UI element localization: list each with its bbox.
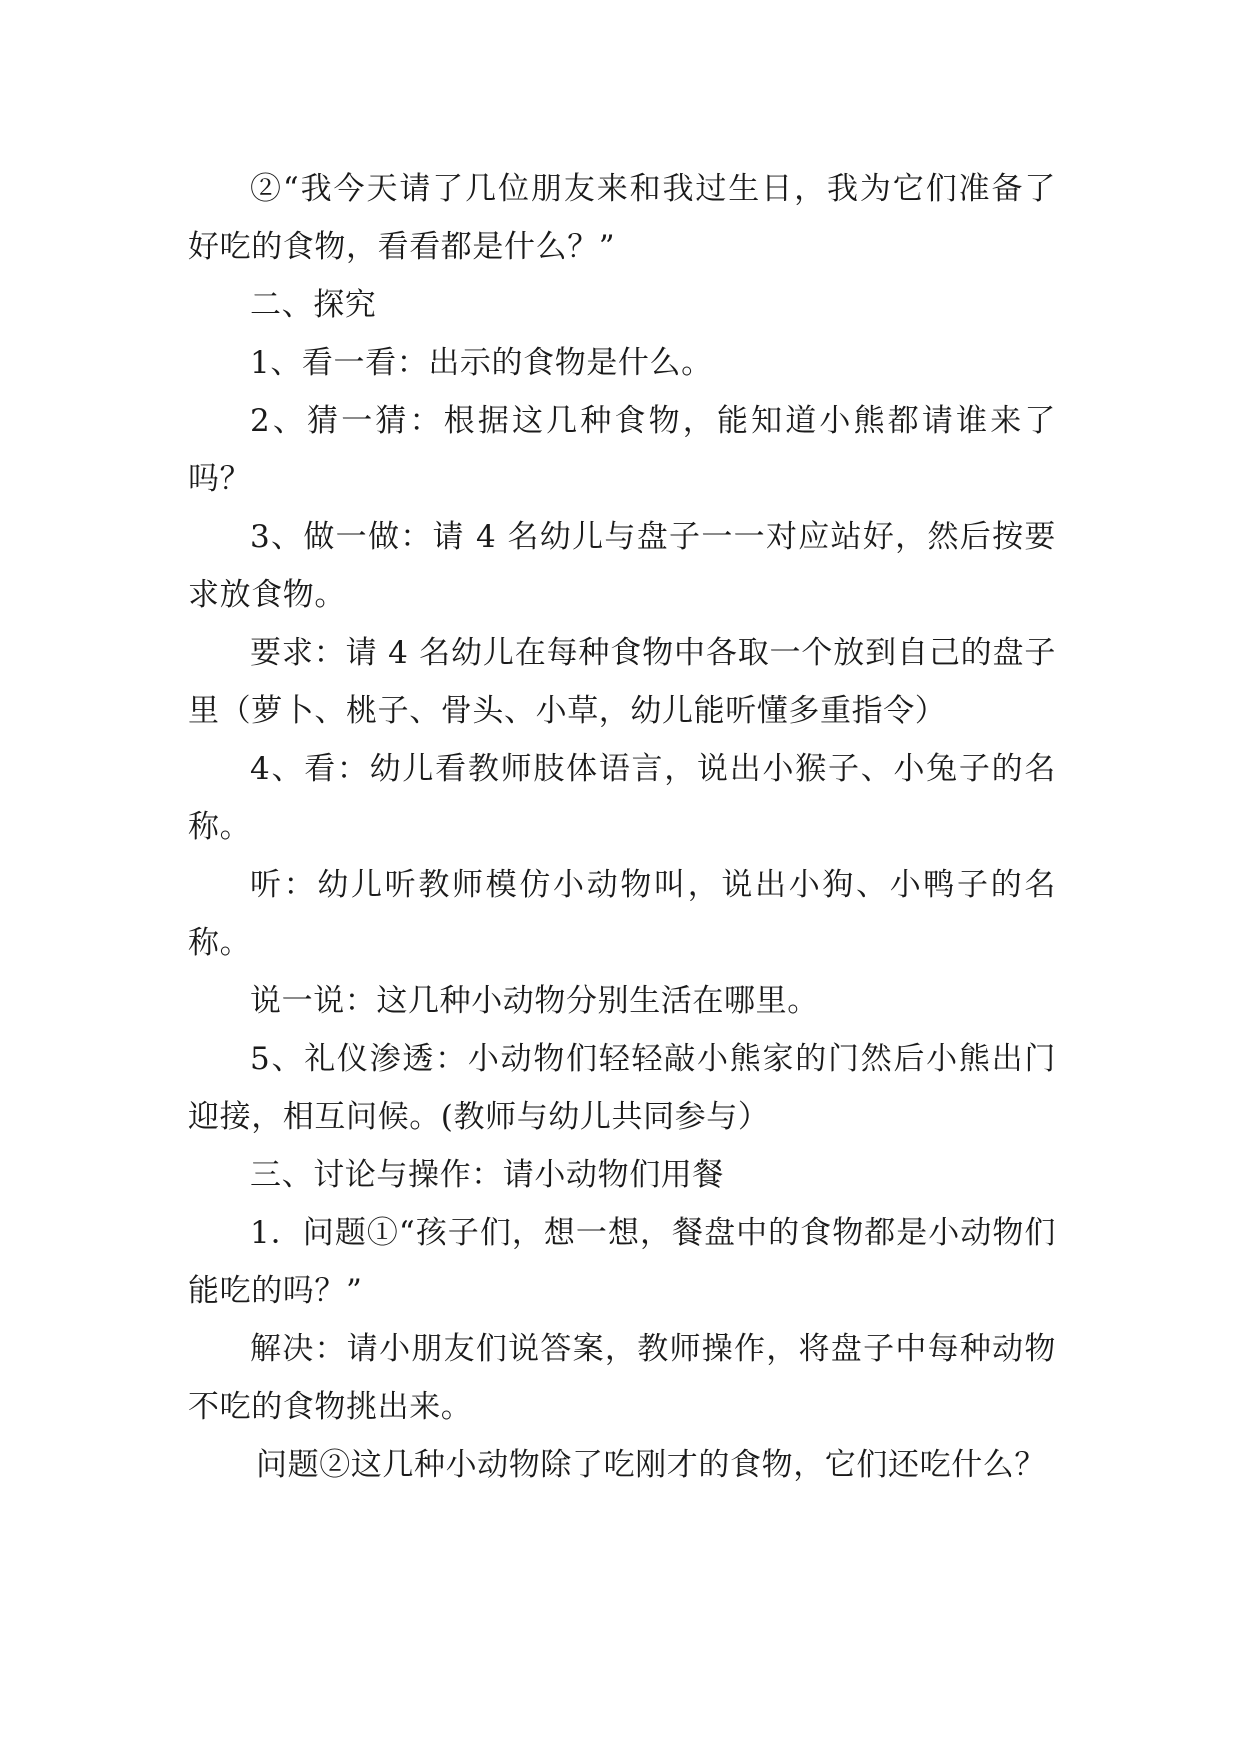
paragraph-question-1: 1．问题①“孩子们，想一想，餐盘中的食物都是小动物们能吃的吗？” [188, 1215, 1056, 1309]
paragraph-say: 说一说：这几种小动物分别生活在哪里。 [250, 983, 819, 1019]
paragraph-question-2-intro: ②“我今天请了几位朋友来和我过生日，我为它们准备了好吃的食物，看看都是什么？” [188, 171, 1056, 265]
section-heading-discussion: 三、讨论与操作：请小动物们用餐 [250, 1157, 724, 1193]
paragraph-step-do: 3、做一做：请 4 名幼儿与盘子一一对应站好，然后按要求放食物。 [188, 519, 1056, 613]
paragraph-requirement: 要求：请 4 名幼儿在每种食物中各取一个放到自己的盘子里（萝卜、桃子、骨头、小草，幼儿能听懂多重指令） [188, 635, 1056, 729]
paragraph-etiquette: 5、礼仪渗透：小动物们轻轻敲小熊家的门然后小熊出门迎接，相互问候。(教师与幼儿共同参与） [188, 1041, 1056, 1135]
paragraph-solution: 解决：请小朋友们说答案，教师操作，将盘子中每种动物不吃的食物挑出来。 [188, 1331, 1056, 1425]
paragraph-step-guess: 2、猜一猜：根据这几种食物，能知道小熊都请谁来了吗？ [188, 403, 1056, 497]
paragraph-step-look: 1、看一看：出示的食物是什么。 [250, 345, 713, 381]
document-body [188, 160, 1056, 1494]
section-heading-explore: 二、探究 [250, 287, 377, 323]
paragraph-step-watch: 4、看：幼儿看教师肢体语言，说出小猴子、小兔子的名称。 [188, 751, 1056, 845]
paragraph-listen: 听：幼儿听教师模仿小动物叫，说出小狗、小鸭子的名称。 [188, 867, 1056, 961]
paragraph-question-2: 问题②这几种小动物除了吃刚才的食物，它们还吃什么？ [256, 1447, 1046, 1483]
